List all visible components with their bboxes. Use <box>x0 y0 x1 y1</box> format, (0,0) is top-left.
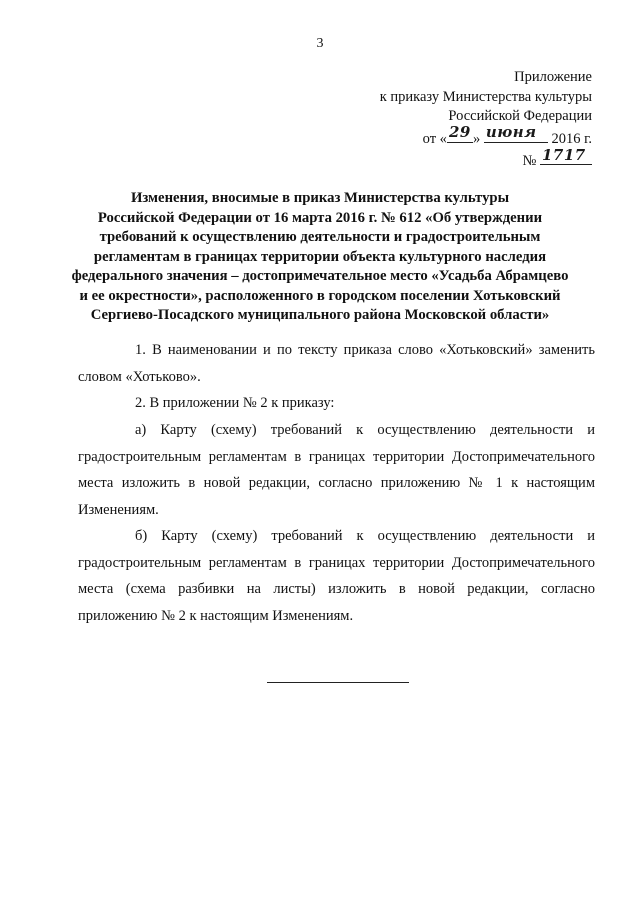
date-separator: » <box>472 130 481 147</box>
title-line: Сергиево-Посадского муниципального района Московской области» <box>90 307 550 323</box>
paragraph-2a: а) Карту (схему) требований к осуществлению деятельности и градостроительным регламентам в границах территории Достопримечательного места изложить в новой редакции, согласно приложению № 1 к настоящим Изменениям. <box>78 422 595 518</box>
handwritten-day: 29 <box>448 123 471 141</box>
appendix-header <box>262 68 592 172</box>
title-line: и ее окрестности», расположенного в городском поселении Хотьковский <box>79 287 561 304</box>
paragraph-1: 1. В наименовании и по тексту приказа слово «Хотьковский» заменить словом «Хотьково». <box>78 342 595 385</box>
handwritten-number: 1717 <box>542 145 586 164</box>
date-year: 2016 г. <box>551 130 592 147</box>
appendix-line-1: Приложение <box>514 69 592 85</box>
number-prefix: № <box>522 153 537 169</box>
date-prefix: от « <box>422 130 447 147</box>
paragraph-2b: б) Карту (схему) требований к осуществлению деятельности и градостроительным регламентам в границах территории Достопримечательного места (схема разбивки на листы) изложить в новой редакции, согласно приложению № 2 к настоящим Изменениям. <box>78 528 595 624</box>
date-day-field <box>447 123 473 143</box>
document-title <box>64 189 576 326</box>
title-line: регламентам в границах территории объекта культурного наследия <box>93 248 547 265</box>
title-line: Изменения, вносимые в приказ Министерства культуры <box>130 190 510 206</box>
title-line: Российской Федерации от 16 марта 2016 г. № 612 «Об утверждении <box>97 209 543 226</box>
date-month-field <box>484 123 548 143</box>
paragraph-2: 2. В приложении № 2 к приказу: <box>135 395 335 411</box>
number-field <box>540 145 592 165</box>
appendix-number-line <box>262 145 592 172</box>
page-number: 3 <box>316 36 324 51</box>
handwritten-month: июня <box>485 123 537 141</box>
title-line: требований к осуществлению деятельности и градостроительным <box>99 229 541 245</box>
end-divider-line <box>267 682 409 683</box>
appendix-line-3: Российской Федерации <box>448 108 592 124</box>
appendix-line-2: к приказу Министерства культуры <box>379 88 592 105</box>
title-line: федерального значения – достопримечательное место «Усадьба Абрамцево <box>71 268 569 284</box>
